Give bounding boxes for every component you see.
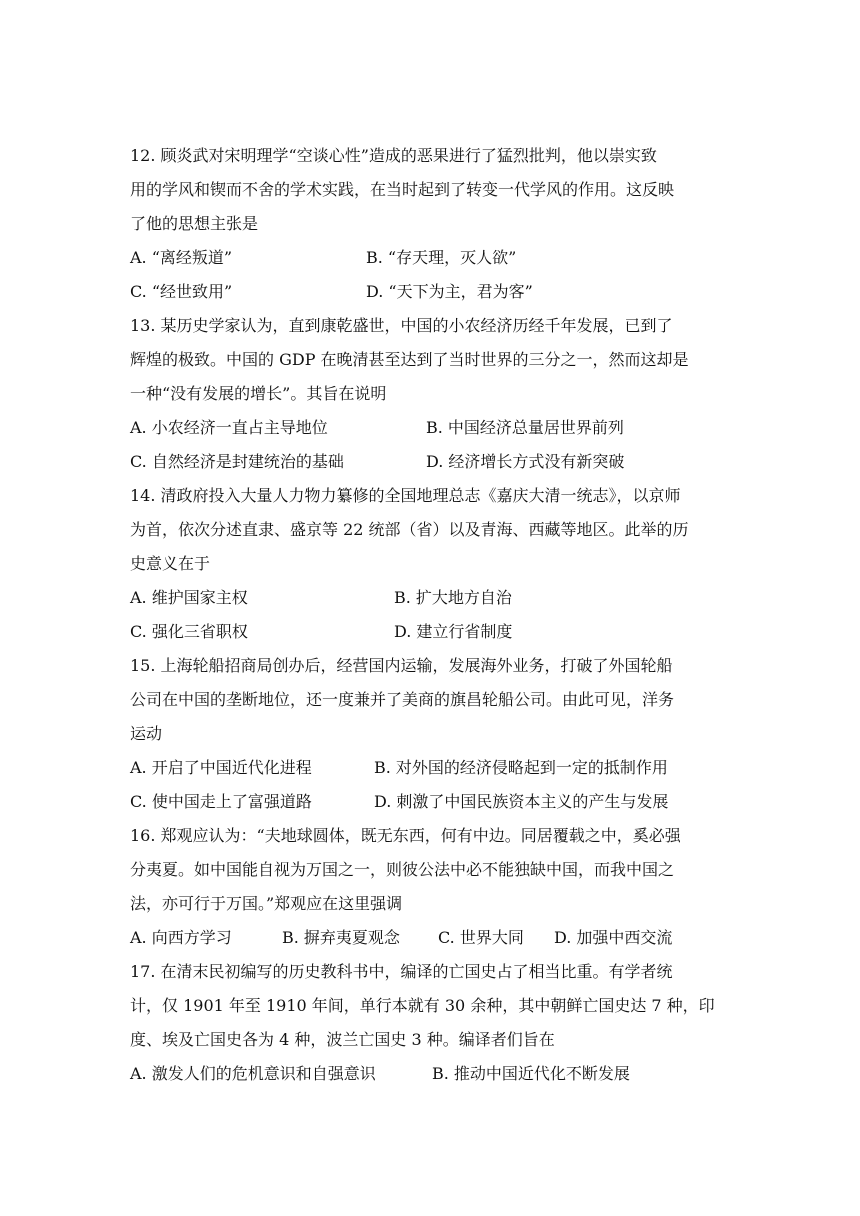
option-a: A. 维护国家主权 xyxy=(130,588,248,607)
option-d: D. “天下为主，君为客” xyxy=(366,282,533,301)
question-text-line: 了他的思想主张是 xyxy=(130,214,259,233)
question-text-line: 14. 清政府投入大量人力物力纂修的全国地理总志《嘉庆大清一统志》，以京师 xyxy=(130,486,681,505)
question-text-line: 一种“没有发展的增长”。其旨在说明 xyxy=(130,384,387,403)
question-text-line: 法，亦可行于万国。”郑观应在这里强调 xyxy=(130,894,403,913)
option-c: C. 使中国走上了富强道路 xyxy=(130,792,312,811)
option-d: D. 建立行省制度 xyxy=(394,622,513,641)
option-b: B. “存天理，灭人欲” xyxy=(366,248,517,267)
question-text-line: 为首，依次分述直隶、盛京等 22 统部（省）以及青海、西藏等地区。此举的历 xyxy=(130,520,689,539)
option-a: A. 激发人们的危机意识和自强意识 xyxy=(130,1064,376,1083)
question-text-line: 12. 顾炎武对宋明理学“空谈心性”造成的恶果进行了猛烈批判，他以崇实致 xyxy=(130,146,657,165)
question-text-line: 史意义在于 xyxy=(130,554,211,573)
question-text-line: 13. 某历史学家认为，直到康乾盛世，中国的小农经济历经千年发展，已到了 xyxy=(130,316,673,335)
option-c: C. 强化三省职权 xyxy=(130,622,248,641)
option-d: D. 经济增长方式没有新突破 xyxy=(426,452,625,471)
option-b: B. 扩大地方自治 xyxy=(394,588,512,607)
option-c: C. “经世致用” xyxy=(130,282,233,301)
option-b: B. 中国经济总量居世界前列 xyxy=(426,418,624,437)
option-a: A. 向西方学习 xyxy=(130,928,232,947)
option-d: D. 刺激了中国民族资本主义的产生与发展 xyxy=(374,792,669,811)
question-text-line: 计，仅 1901 年至 1910 年间，单行本就有 30 余种，其中朝鲜亡国史达 7 种，印 xyxy=(130,996,715,1015)
question-text-line: 运动 xyxy=(130,724,163,743)
option-b: B. 推动中国近代化不断发展 xyxy=(432,1064,630,1083)
question-text-line: 16. 郑观应认为：“夫地球圆体，既无东西，何有中边。同居覆载之中，奚必强 xyxy=(130,826,681,845)
option-a: A. 小农经济一直占主导地位 xyxy=(130,418,328,437)
option-a: A. “离经叛道” xyxy=(130,248,233,267)
question-text-line: 公司在中国的垄断地位，还一度兼并了美商的旗昌轮船公司。由此可见，洋务 xyxy=(130,690,675,709)
option-d: D. 加强中西交流 xyxy=(554,928,673,947)
question-text-line: 用的学风和锲而不舍的学术实践，在当时起到了转变一代学风的作用。这反映 xyxy=(130,180,675,199)
option-c: C. 世界大同 xyxy=(438,928,524,947)
question-text-line: 15. 上海轮船招商局创办后，经营国内运输，发展海外业务，打破了外国轮船 xyxy=(130,656,673,675)
question-text-line: 辉煌的极致。中国的 GDP 在晚清甚至达到了当时世界的三分之一，然而这却是 xyxy=(130,350,689,369)
question-text-line: 17. 在清末民初编写的历史教科书中，编译的亡国史占了相当比重。有学者统 xyxy=(130,962,673,981)
question-text-line: 分夷夏。如中国能自视为万国之一，则彼公法中必不能独缺中国，而我中国之 xyxy=(130,860,675,879)
option-b: B. 对外国的经济侵略起到一定的抵制作用 xyxy=(374,758,668,777)
option-c: C. 自然经济是封建统治的基础 xyxy=(130,452,344,471)
option-b: B. 摒弃夷夏观念 xyxy=(282,928,400,947)
question-text-line: 度、埃及亡国史各为 4 种，波兰亡国史 3 种。编译者们旨在 xyxy=(130,1030,555,1049)
option-a: A. 开启了中国近代化进程 xyxy=(130,758,312,777)
